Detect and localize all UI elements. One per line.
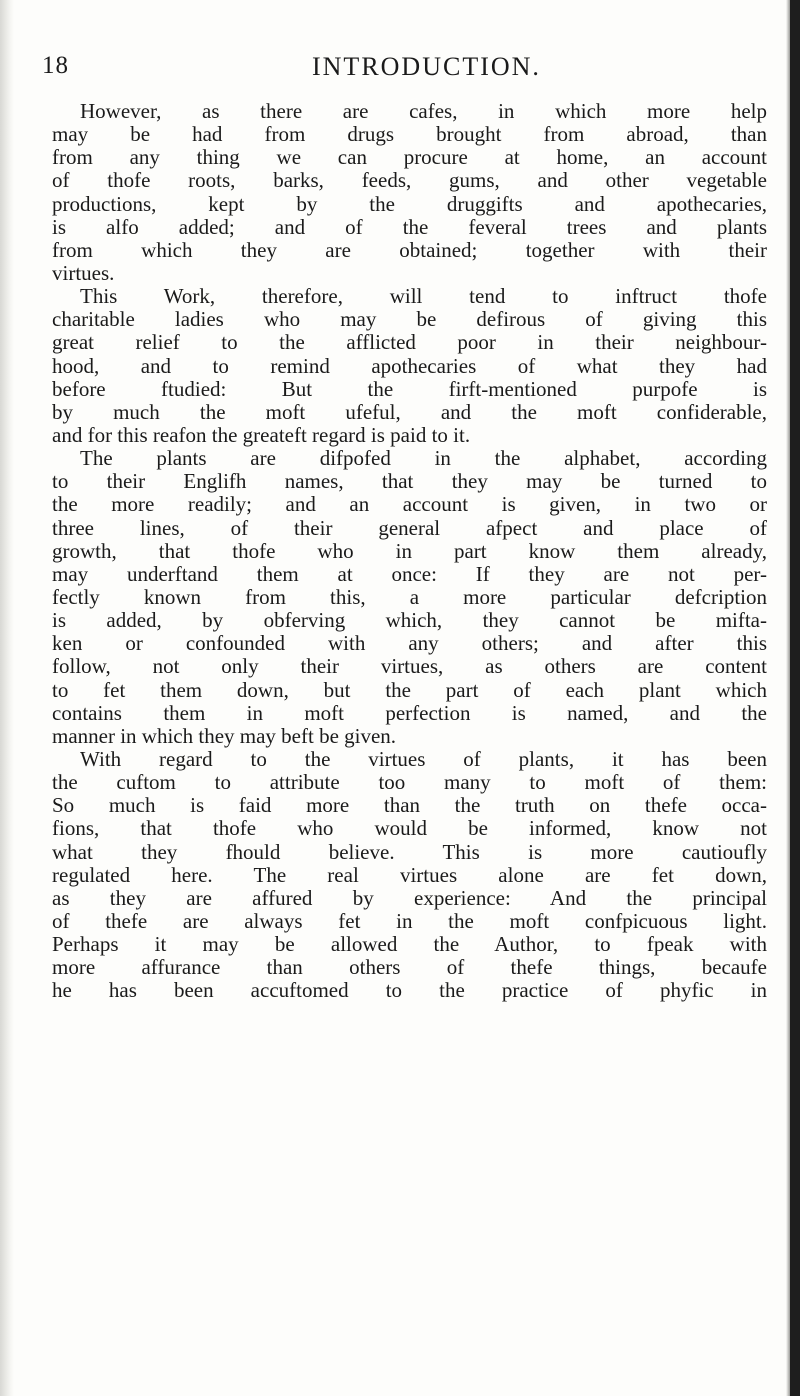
text-line: charitable ladies who may be defirous of giving this [52,307,767,332]
text-line: and for this reafon the greateft regard is paid to it. [52,422,471,447]
text-line: With regard to the virtues of plants, it has been [80,746,767,771]
text-line: of thofe roots, barks, feeds, gums, and other vegetable [52,168,767,193]
text-line: Perhaps it may be allowed the Author, to fpeak with [52,932,767,957]
text-line: the more readily; and an account is given, in two or [52,492,767,517]
text-line: what they fhould believe. This is more cautioufly [52,839,767,864]
text-line: the cuftom to attribute too many to moft of them: [52,770,767,795]
text-line: contains them in moft perfection is named, and the [52,700,767,725]
running-title: INTRODUCTION. [312,52,541,81]
text-line: is added, by obferving which, they cannot be mifta- [52,608,767,633]
text-line: virtues. [52,260,115,285]
text-line: The plants are difpofed in the alphabet, according [80,446,767,471]
text-line: is alfo added; and of the feveral trees and plants [52,214,767,239]
text-line: to their Englifh names, that they may be turned to [52,469,767,494]
binding-shadow [0,0,14,1396]
text-line: from any thing we can procure at home, an account [52,145,767,170]
text-line: This Work, therefore, will tend to inftruct thofe [80,284,767,309]
text-line: growth, that thofe who in part know them already, [52,538,767,563]
text-line: may underftand them at once: If they are not per- [52,561,767,586]
text-line: more affurance than others of thefe things, becaufe [52,955,767,980]
text-line: ken or confounded with any others; and after this [52,631,767,656]
text-line: regulated here. The real virtues alone are fet down, [52,862,767,887]
text-line: hood, and to remind apothecaries of what they had [52,353,767,378]
text-line: manner in which they may beft be given. [52,723,397,748]
page-edge [790,0,800,1396]
text-line: before ftudied: But the firft-mentioned purpofe is [52,376,767,401]
text-line: may be had from drugs brought from abroad, than [52,122,767,147]
text-line: by much the moft ufeful, and the moft confiderable, [52,399,767,424]
text-line: fions, that thofe who would be informed, know not [52,816,767,841]
text-line: he has been accuftomed to the practice of phyfic in [52,978,767,1003]
page-number: 18 [42,52,69,79]
text-line: three lines, of their general afpect and place of [52,515,767,540]
text-line: to fet them down, but the part of each plant which [52,677,767,702]
text-line: great relief to the afflicted poor in their neighbour- [52,330,767,355]
text-line: However, as there are cafes, in which more help [80,99,767,123]
text-line: from which they are obtained; together with their [52,237,767,262]
text-line: as they are affured by experience: And the principal [52,885,767,910]
text-line: productions, kept by the druggifts and apothecaries, [52,191,767,216]
text-line: follow, not only their virtues, as others are content [52,654,767,679]
text-line: fectly known from this, a more particular defcription [52,584,767,609]
text-line: of thefe are always fet in the moft confpicuous light. [52,908,767,933]
page-header [42,52,762,88]
body-text [52,100,767,1002]
text-line: So much is faid more than the truth on thefe occa- [52,793,767,818]
